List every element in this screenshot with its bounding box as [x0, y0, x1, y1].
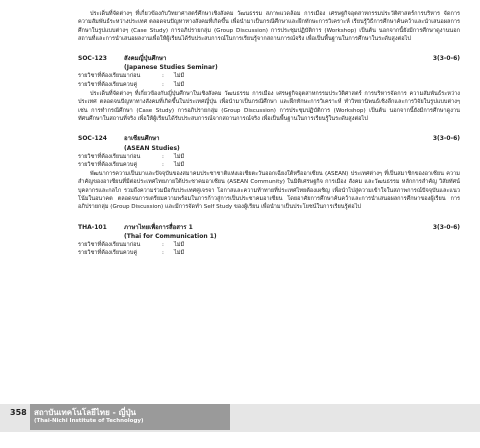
course-subtitle: (Thai for Communication 1) — [124, 232, 217, 240]
course-header — [78, 55, 460, 63]
corequisite-value: ไม่มี — [174, 81, 185, 88]
course-subtitle: (ASEAN Studies) — [124, 144, 180, 152]
corequisite-label: รายวิชาที่ต้องเรียนควบคู่ — [78, 161, 138, 168]
course-code: THA-101 — [78, 223, 107, 231]
colon: : — [162, 73, 164, 80]
intro-paragraph: ประเด็นที่จัดต่างๆ ที่เกี่ยวข้องกับวิทยาศาสตร์ศึกษาเชิงสังคม วัฒนธรรม สภาพแวดล้อม การเมือง เศรษฐกิจอุตสาหกรรมประวัติศาสตร์การบริหาร จัดการความสัมพันธ์ระหว่างประเทศ ตลอดจนปัญหาทางสังคมที่เกิดขึ้น เพื่อนำมาเป็นกรณีศึกษาและฝึกทักษะการวิเคราะห์ เรียนรู้วิธีการศึกษาค้นคว้าและนำเสนอผลการศึกษาในรูปแบบต่างๆ (Case Study) การอภิปรายกลุ่ม (Group Discussion) การประชุมปฏิบัติการ (Workshop) เป็นต้น นอกจากนี้ยังมีการศึกษาดูงานนอกสถานที่และการนำเสนอผลงานเพื่อให้ผู้เรียนได้รับประสบการณ์ในการเรียนรู้จากสถานการณ์จริง เพื่อเป็นพื้นฐานในการศึกษาในระดับสูงต่อไป — [78, 11, 460, 42]
prerequisite-row — [78, 72, 460, 80]
content-area — [78, 10, 460, 258]
course-description: พัฒนาการความเป็นมาและปัจจุบันของสมาคมประชาชาติแห่งเอเชียตะวันออกเฉียงใต้หรืออาเซียน (ASEAN) ประเทศต่างๆ ที่เป็นสมาชิกของอาเซียน ความสำคัญของอาเซียนที่มีต่อประเทศไทยภายใต้ประชาคมอาเซียน (ASEAN Community) ในมิติเศรษฐกิจ การเมือง สังคม และวัฒนธรรม หลักการสำคัญ วิสัยทัศน์ บุคลากรและกลไก รวมถึงความร่วมมือกับประเทศคู่เจรจา โอกาสและความท้าทายที่ประเทศไทยต้องเผชิญ เพื่อนำไปสู่ความเข้าใจในสภาพการณ์ปัจจุบันและแนวโน้มในอนาคต ตลอดจนการเตรียมความพร้อมในการก้าวสู่การเป็นประชาคมอาเซียน โดยอาศัยการศึกษาค้นคว้าและการนำเสนอผลการศึกษาของผู้เรียน การอภิปรายกลุ่ม (Group Discussion) และมีการจัดทำ Self Study ของผู้เรียน เพื่อนำมาเป็นประโยชน์ในการเรียนรู้ต่อไป — [78, 171, 460, 211]
prerequisite-label: รายวิชาที่ต้องเรียนมาก่อน — [78, 241, 141, 248]
prerequisite-value: ไม่มี — [174, 241, 185, 248]
course-title: ภาษาไทยเพื่อการสื่อสาร 1 — [124, 223, 193, 231]
corequisite-value: ไม่มี — [174, 161, 185, 168]
colon: : — [162, 250, 164, 257]
course-credits: 3(3-0-6) — [432, 135, 460, 143]
course-header — [78, 224, 460, 232]
institute-name-thai: สถาบันเทคโนโลยีไทย - ญี่ปุ่น — [34, 408, 137, 417]
course-subtitle: (Japanese Studies Seminar) — [124, 64, 218, 72]
colon: : — [162, 81, 164, 88]
course-entry — [78, 224, 460, 258]
institute-name-english: (Thai-Nichi Institute of Technology) — [34, 418, 144, 424]
prerequisite-row — [78, 153, 460, 161]
prerequisite-value: ไม่มี — [174, 153, 185, 160]
course-entry — [78, 55, 460, 123]
corequisite-row — [78, 161, 460, 169]
course-entry — [78, 135, 460, 211]
prerequisite-value: ไม่มี — [174, 73, 185, 80]
corequisite-label: รายวิชาที่ต้องเรียนควบคู่ — [78, 81, 138, 88]
prerequisite-row — [78, 241, 460, 249]
colon: : — [162, 241, 164, 248]
course-header — [78, 135, 460, 143]
course-credits: 3(3-0-6) — [432, 223, 460, 231]
prerequisite-label: รายวิชาที่ต้องเรียนมาก่อน — [78, 153, 141, 160]
course-title: อาเซียนศึกษา — [124, 135, 160, 143]
course-code: SOC-124 — [78, 135, 107, 143]
page-number: 358 — [10, 408, 27, 417]
course-credits: 3(3-0-6) — [432, 55, 460, 63]
corequisite-row — [78, 81, 460, 89]
course-description: ประเด็นที่จัดต่างๆ ที่เกี่ยวข้องกับญี่ปุ่นศึกษาในเชิงสังคม วัฒนธรรม การเมือง เศรษฐกิจอุตสาหกรรมประวัติศาสตร์ การบริหารจัดการ ความสัมพันธ์ระหว่างประเทศ ตลอดจนปัญหาทางสังคมที่เกิดขึ้นในประเทศญี่ปุ่น เพื่อนำมาเป็นกรณีศึกษา และฝึกทักษะการวิเคราะห์ ทำวิทยานิพนธ์เชิงลึกและการวิจัยในรูปแบบต่างๆ เช่น การทำกรณีศึกษา (Case Study) การอภิปรายกลุ่ม (Group Discussion) การประชุมปฏิบัติการ (Workshop) เป็นต้น นอกจากนี้ยังมีการศึกษาดูงาน ทัศนศึกษาในสถานที่จริง เพื่อให้ผู้เรียนได้รับประสบการณ์จากสถานการณ์จริง เพื่อเป็นพื้นฐานในการเรียนรู้ในระดับสูงต่อไป — [78, 91, 460, 122]
course-code: SOC-123 — [78, 55, 107, 63]
corequisite-value: ไม่มี — [174, 250, 185, 257]
corequisite-row — [78, 249, 460, 257]
course-title: สังคมญี่ปุ่นศึกษา — [124, 55, 167, 63]
prerequisite-label: รายวิชาที่ต้องเรียนมาก่อน — [78, 73, 141, 80]
colon: : — [162, 161, 164, 168]
colon: : — [162, 153, 164, 160]
corequisite-label: รายวิชาที่ต้องเรียนควบคู่ — [78, 250, 138, 257]
